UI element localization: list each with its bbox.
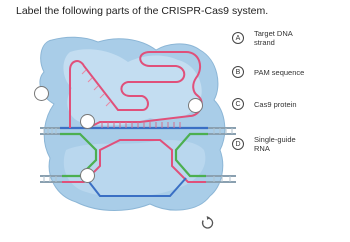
drop-target-center[interactable] (80, 114, 95, 129)
legend-label-a (254, 29, 334, 47)
legend-label-c-line1: Cas9 protein (254, 99, 297, 109)
legend-letter-b[interactable]: B (232, 66, 244, 78)
legend-label-a-line1: Target DNA (254, 29, 293, 38)
drop-target-lower[interactable] (80, 168, 95, 183)
drop-target-middle-right[interactable] (188, 98, 203, 113)
legend-letter-c[interactable]: C (232, 98, 244, 110)
legend-label-b-line1: PAM sequence (254, 67, 305, 77)
legend-letter-a[interactable]: A (232, 32, 244, 44)
legend-label-c (254, 100, 334, 109)
legend-label-d-line2: RNA (254, 144, 270, 153)
legend-letter-d[interactable]: D (232, 138, 244, 150)
legend-label-d-line1: Single-guide (254, 135, 296, 144)
legend-item-c[interactable] (232, 98, 334, 110)
legend-item-d[interactable] (232, 135, 334, 153)
question-title: Label the following parts of the CRISPR-Cas9 system. (16, 5, 269, 17)
legend-label-d (254, 135, 334, 153)
legend-item-a[interactable] (232, 29, 334, 47)
rotate-ccw-icon[interactable] (200, 216, 214, 230)
drop-target-left[interactable] (34, 86, 49, 101)
legend-item-b[interactable] (232, 66, 334, 78)
legend-label-a-line2: strand (254, 38, 275, 47)
legend-label-b (254, 68, 334, 77)
